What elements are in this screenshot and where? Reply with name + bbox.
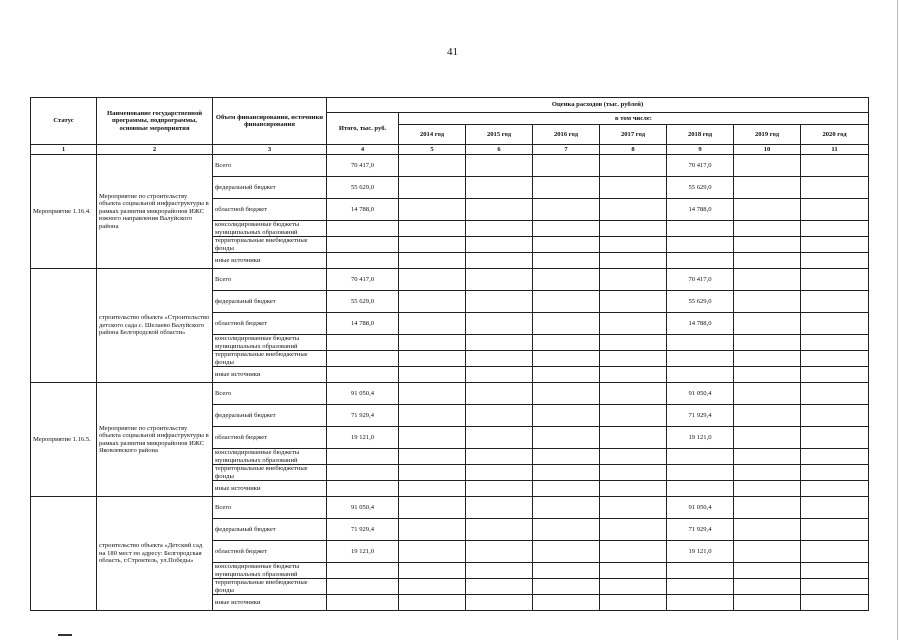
year-value-cell bbox=[466, 449, 533, 465]
funding-source-cell: иные источники bbox=[213, 595, 327, 611]
year-value-cell bbox=[667, 595, 734, 611]
year-value-cell bbox=[600, 199, 667, 221]
funding-source-cell: областной бюджет bbox=[213, 313, 327, 335]
header-expense-estimate: Оценка расходов (тыс. рублей) bbox=[327, 98, 869, 113]
total-cell: 14 788,0 bbox=[327, 199, 399, 221]
status-cell bbox=[31, 497, 97, 611]
funding-group bbox=[31, 383, 869, 497]
year-value-cell bbox=[801, 427, 869, 449]
year-value-cell bbox=[533, 405, 600, 427]
total-cell: 19 121,0 bbox=[327, 541, 399, 563]
year-value-cell bbox=[466, 519, 533, 541]
funding-source-cell: областной бюджет bbox=[213, 427, 327, 449]
funding-group bbox=[31, 269, 869, 383]
year-value-cell bbox=[801, 269, 869, 291]
year-value-cell bbox=[533, 563, 600, 579]
year-value-cell bbox=[533, 269, 600, 291]
funding-source-cell: Всего bbox=[213, 497, 327, 519]
year-value-cell bbox=[399, 427, 466, 449]
year-value-cell bbox=[533, 335, 600, 351]
year-value-cell bbox=[734, 563, 801, 579]
table-row bbox=[31, 155, 869, 177]
year-value-cell bbox=[801, 519, 869, 541]
year-value-cell bbox=[466, 335, 533, 351]
year-value-cell bbox=[801, 177, 869, 199]
year-value-cell bbox=[399, 497, 466, 519]
column-number: 11 bbox=[801, 145, 869, 155]
year-value-cell bbox=[600, 253, 667, 269]
header-year: 2019 год bbox=[734, 125, 801, 145]
column-number: 4 bbox=[327, 145, 399, 155]
total-cell bbox=[327, 563, 399, 579]
page-edge-line bbox=[897, 0, 898, 640]
year-value-cell bbox=[600, 155, 667, 177]
program-name-cell: строительство объекта «Строительство детского сада с. Шелаево Валуйского района Белгородской области» bbox=[97, 269, 213, 383]
funding-source-cell: федеральный бюджет bbox=[213, 405, 327, 427]
year-value-cell bbox=[399, 405, 466, 427]
year-value-cell bbox=[801, 199, 869, 221]
program-name-cell: строительство объекта «Детский сад на 180 мест по адресу: Белгородская область, г.Строитель, ул.Победы» bbox=[97, 497, 213, 611]
year-value-cell bbox=[734, 177, 801, 199]
budget-table bbox=[30, 97, 869, 611]
header-year: 2016 год bbox=[533, 125, 600, 145]
year-value-cell bbox=[667, 237, 734, 253]
year-value-cell bbox=[734, 481, 801, 497]
column-number: 5 bbox=[399, 145, 466, 155]
year-value-cell bbox=[533, 465, 600, 481]
year-value-cell bbox=[533, 237, 600, 253]
year-value-cell bbox=[801, 541, 869, 563]
year-value-cell bbox=[667, 335, 734, 351]
total-cell bbox=[327, 335, 399, 351]
funding-source-cell: иные источники bbox=[213, 253, 327, 269]
year-value-cell bbox=[667, 465, 734, 481]
header-year: 2020 год bbox=[801, 125, 869, 145]
column-number: 1 bbox=[31, 145, 97, 155]
year-value-cell bbox=[466, 291, 533, 313]
year-value-cell: 14 788,0 bbox=[667, 313, 734, 335]
year-value-cell bbox=[801, 579, 869, 595]
funding-group bbox=[31, 155, 869, 269]
total-cell: 14 788,0 bbox=[327, 313, 399, 335]
year-value-cell bbox=[600, 465, 667, 481]
header-year: 2017 год bbox=[600, 125, 667, 145]
program-name-cell: Мероприятие по строительству объекта социальной инфраструктуры в рамках развития микрорайонов ИЖС Яковлевского района bbox=[97, 383, 213, 497]
status-cell: Мероприятие 1.16.4. bbox=[31, 155, 97, 269]
total-cell bbox=[327, 465, 399, 481]
header-total: Итого, тыс. руб. bbox=[327, 113, 399, 145]
year-value-cell: 19 121,0 bbox=[667, 541, 734, 563]
year-value-cell bbox=[600, 563, 667, 579]
year-value-cell bbox=[399, 481, 466, 497]
total-cell bbox=[327, 221, 399, 237]
year-value-cell bbox=[600, 237, 667, 253]
year-value-cell bbox=[801, 383, 869, 405]
year-value-cell bbox=[466, 465, 533, 481]
year-value-cell bbox=[466, 481, 533, 497]
year-value-cell bbox=[801, 313, 869, 335]
year-value-cell bbox=[533, 449, 600, 465]
year-value-cell bbox=[600, 481, 667, 497]
year-value-cell bbox=[399, 579, 466, 595]
year-value-cell bbox=[399, 383, 466, 405]
year-value-cell bbox=[734, 383, 801, 405]
year-value-cell bbox=[399, 351, 466, 367]
year-value-cell bbox=[734, 579, 801, 595]
total-cell bbox=[327, 237, 399, 253]
year-value-cell bbox=[399, 291, 466, 313]
year-value-cell bbox=[734, 449, 801, 465]
year-value-cell bbox=[734, 465, 801, 481]
year-value-cell bbox=[466, 177, 533, 199]
year-value-cell bbox=[399, 519, 466, 541]
year-value-cell bbox=[734, 367, 801, 383]
year-value-cell bbox=[734, 221, 801, 237]
year-value-cell bbox=[533, 497, 600, 519]
bottom-edge-mark bbox=[58, 634, 72, 636]
total-cell: 91 050,4 bbox=[327, 383, 399, 405]
year-value-cell: 71 929,4 bbox=[667, 405, 734, 427]
table-header bbox=[31, 98, 869, 155]
funding-source-cell: территориальные внебюджетные фонды bbox=[213, 351, 327, 367]
year-value-cell bbox=[667, 351, 734, 367]
year-value-cell bbox=[734, 313, 801, 335]
year-value-cell bbox=[801, 155, 869, 177]
funding-source-cell: территориальные внебюджетные фонды bbox=[213, 237, 327, 253]
year-value-cell bbox=[399, 237, 466, 253]
year-value-cell bbox=[667, 481, 734, 497]
funding-source-cell: федеральный бюджет bbox=[213, 519, 327, 541]
total-cell: 70 417,0 bbox=[327, 269, 399, 291]
year-value-cell bbox=[533, 221, 600, 237]
year-value-cell bbox=[734, 253, 801, 269]
funding-source-cell: консолидированные бюджеты муниципальных образований bbox=[213, 449, 327, 465]
total-cell: 55 629,0 bbox=[327, 291, 399, 313]
year-value-cell bbox=[533, 313, 600, 335]
year-value-cell bbox=[667, 253, 734, 269]
year-value-cell bbox=[466, 253, 533, 269]
year-value-cell bbox=[466, 427, 533, 449]
year-value-cell bbox=[667, 563, 734, 579]
year-value-cell bbox=[533, 291, 600, 313]
year-value-cell bbox=[466, 221, 533, 237]
funding-group bbox=[31, 497, 869, 611]
year-value-cell bbox=[533, 579, 600, 595]
header-funding-sources: Объем финансирования, источники финансирования bbox=[213, 98, 327, 145]
year-value-cell bbox=[600, 383, 667, 405]
year-value-cell bbox=[466, 579, 533, 595]
year-value-cell bbox=[399, 595, 466, 611]
year-value-cell bbox=[600, 313, 667, 335]
header-program-name: Наименование государственной программы, подпрограммы, основные мероприятия bbox=[97, 98, 213, 145]
year-value-cell bbox=[734, 595, 801, 611]
year-value-cell bbox=[734, 291, 801, 313]
year-value-cell: 91 050,4 bbox=[667, 497, 734, 519]
year-value-cell bbox=[600, 519, 667, 541]
total-cell: 91 050,4 bbox=[327, 497, 399, 519]
year-value-cell bbox=[600, 335, 667, 351]
year-value-cell bbox=[600, 497, 667, 519]
year-value-cell bbox=[667, 221, 734, 237]
year-value-cell bbox=[533, 427, 600, 449]
column-number: 7 bbox=[533, 145, 600, 155]
year-value-cell bbox=[600, 541, 667, 563]
year-value-cell bbox=[600, 221, 667, 237]
year-value-cell bbox=[734, 405, 801, 427]
year-value-cell bbox=[801, 449, 869, 465]
column-number: 3 bbox=[213, 145, 327, 155]
year-value-cell bbox=[399, 199, 466, 221]
year-value-cell bbox=[600, 405, 667, 427]
year-value-cell bbox=[667, 579, 734, 595]
status-cell: Мероприятие 1.16.5. bbox=[31, 383, 97, 497]
year-value-cell bbox=[801, 405, 869, 427]
year-value-cell bbox=[399, 563, 466, 579]
year-value-cell bbox=[667, 367, 734, 383]
year-value-cell bbox=[533, 541, 600, 563]
year-value-cell bbox=[533, 481, 600, 497]
total-cell: 70 417,0 bbox=[327, 155, 399, 177]
header-status: Статус bbox=[31, 98, 97, 145]
funding-source-cell: консолидированные бюджеты муниципальных образований bbox=[213, 221, 327, 237]
year-value-cell bbox=[466, 155, 533, 177]
funding-source-cell: федеральный бюджет bbox=[213, 177, 327, 199]
funding-source-cell: консолидированные бюджеты муниципальных образований bbox=[213, 563, 327, 579]
year-value-cell bbox=[600, 595, 667, 611]
total-cell: 71 929,4 bbox=[327, 405, 399, 427]
year-value-cell bbox=[399, 541, 466, 563]
year-value-cell: 70 417,0 bbox=[667, 155, 734, 177]
year-value-cell bbox=[466, 497, 533, 519]
year-value-cell bbox=[801, 351, 869, 367]
total-cell bbox=[327, 351, 399, 367]
year-value-cell: 19 121,0 bbox=[667, 427, 734, 449]
year-value-cell bbox=[533, 253, 600, 269]
year-value-cell bbox=[533, 595, 600, 611]
funding-source-cell: федеральный бюджет bbox=[213, 291, 327, 313]
year-value-cell bbox=[801, 595, 869, 611]
year-value-cell bbox=[801, 497, 869, 519]
year-value-cell bbox=[466, 595, 533, 611]
year-value-cell bbox=[734, 155, 801, 177]
year-value-cell bbox=[466, 269, 533, 291]
year-value-cell bbox=[399, 253, 466, 269]
table-row bbox=[31, 269, 869, 291]
header-year: 2015 год bbox=[466, 125, 533, 145]
total-cell bbox=[327, 367, 399, 383]
year-value-cell bbox=[533, 155, 600, 177]
funding-source-cell: областной бюджет bbox=[213, 541, 327, 563]
funding-source-cell: иные источники bbox=[213, 481, 327, 497]
year-value-cell bbox=[734, 497, 801, 519]
funding-source-cell: иные источники bbox=[213, 367, 327, 383]
funding-source-cell: областной бюджет bbox=[213, 199, 327, 221]
total-cell: 19 121,0 bbox=[327, 427, 399, 449]
year-value-cell bbox=[399, 155, 466, 177]
year-value-cell bbox=[801, 335, 869, 351]
year-value-cell bbox=[600, 269, 667, 291]
year-value-cell bbox=[600, 427, 667, 449]
year-value-cell bbox=[600, 449, 667, 465]
funding-source-cell: территориальные внебюджетные фонды bbox=[213, 579, 327, 595]
year-value-cell bbox=[600, 291, 667, 313]
year-value-cell bbox=[801, 221, 869, 237]
page-number: 41 bbox=[447, 46, 458, 58]
year-value-cell bbox=[399, 367, 466, 383]
year-value-cell bbox=[466, 383, 533, 405]
column-number: 2 bbox=[97, 145, 213, 155]
funding-source-cell: Всего bbox=[213, 155, 327, 177]
total-cell bbox=[327, 481, 399, 497]
year-value-cell bbox=[399, 177, 466, 199]
year-value-cell bbox=[734, 335, 801, 351]
program-name-cell: Мероприятие по строительству объекта социальной инфраструктуры в рамках развития микрорайонов ИЖС южного направления Валуйского района bbox=[97, 155, 213, 269]
year-value-cell: 55 629,0 bbox=[667, 291, 734, 313]
year-value-cell bbox=[466, 313, 533, 335]
year-value-cell: 91 050,4 bbox=[667, 383, 734, 405]
funding-source-cell: консолидированные бюджеты муниципальных образований bbox=[213, 335, 327, 351]
year-value-cell bbox=[399, 335, 466, 351]
total-cell: 71 929,4 bbox=[327, 519, 399, 541]
total-cell bbox=[327, 449, 399, 465]
year-value-cell bbox=[533, 383, 600, 405]
total-cell bbox=[327, 595, 399, 611]
year-value-cell: 55 629,0 bbox=[667, 177, 734, 199]
year-value-cell bbox=[466, 405, 533, 427]
year-value-cell bbox=[801, 291, 869, 313]
year-value-cell bbox=[466, 237, 533, 253]
total-cell bbox=[327, 253, 399, 269]
year-value-cell bbox=[399, 313, 466, 335]
year-value-cell bbox=[466, 367, 533, 383]
year-value-cell bbox=[533, 367, 600, 383]
year-value-cell: 14 788,0 bbox=[667, 199, 734, 221]
year-value-cell bbox=[533, 351, 600, 367]
year-value-cell bbox=[734, 427, 801, 449]
funding-source-cell: Всего bbox=[213, 383, 327, 405]
header-year: 2014 год bbox=[399, 125, 466, 145]
year-value-cell bbox=[801, 253, 869, 269]
year-value-cell bbox=[734, 237, 801, 253]
year-value-cell bbox=[600, 351, 667, 367]
year-value-cell bbox=[399, 449, 466, 465]
year-value-cell bbox=[466, 199, 533, 221]
total-cell bbox=[327, 579, 399, 595]
year-value-cell bbox=[801, 237, 869, 253]
table-row bbox=[31, 383, 869, 405]
year-value-cell bbox=[801, 465, 869, 481]
year-value-cell bbox=[533, 519, 600, 541]
year-value-cell bbox=[533, 199, 600, 221]
year-value-cell bbox=[801, 367, 869, 383]
year-value-cell bbox=[399, 465, 466, 481]
funding-source-cell: Всего bbox=[213, 269, 327, 291]
year-value-cell bbox=[466, 563, 533, 579]
year-value-cell: 70 417,0 bbox=[667, 269, 734, 291]
column-number: 6 bbox=[466, 145, 533, 155]
year-value-cell bbox=[399, 269, 466, 291]
total-cell: 55 629,0 bbox=[327, 177, 399, 199]
year-value-cell bbox=[734, 519, 801, 541]
table-row bbox=[31, 497, 869, 519]
year-value-cell bbox=[600, 579, 667, 595]
year-value-cell bbox=[734, 351, 801, 367]
year-value-cell bbox=[600, 367, 667, 383]
year-value-cell bbox=[801, 481, 869, 497]
year-value-cell bbox=[533, 177, 600, 199]
year-value-cell bbox=[667, 449, 734, 465]
funding-source-cell: территориальные внебюджетные фонды bbox=[213, 465, 327, 481]
year-value-cell: 71 929,4 bbox=[667, 519, 734, 541]
year-value-cell bbox=[600, 177, 667, 199]
year-value-cell bbox=[734, 269, 801, 291]
column-number: 10 bbox=[734, 145, 801, 155]
year-value-cell bbox=[801, 563, 869, 579]
year-value-cell bbox=[734, 541, 801, 563]
header-including: в том числе: bbox=[399, 113, 869, 125]
year-value-cell bbox=[734, 199, 801, 221]
column-number: 8 bbox=[600, 145, 667, 155]
column-number: 9 bbox=[667, 145, 734, 155]
year-value-cell bbox=[466, 351, 533, 367]
status-cell bbox=[31, 269, 97, 383]
header-year: 2018 год bbox=[667, 125, 734, 145]
year-value-cell bbox=[466, 541, 533, 563]
year-value-cell bbox=[399, 221, 466, 237]
